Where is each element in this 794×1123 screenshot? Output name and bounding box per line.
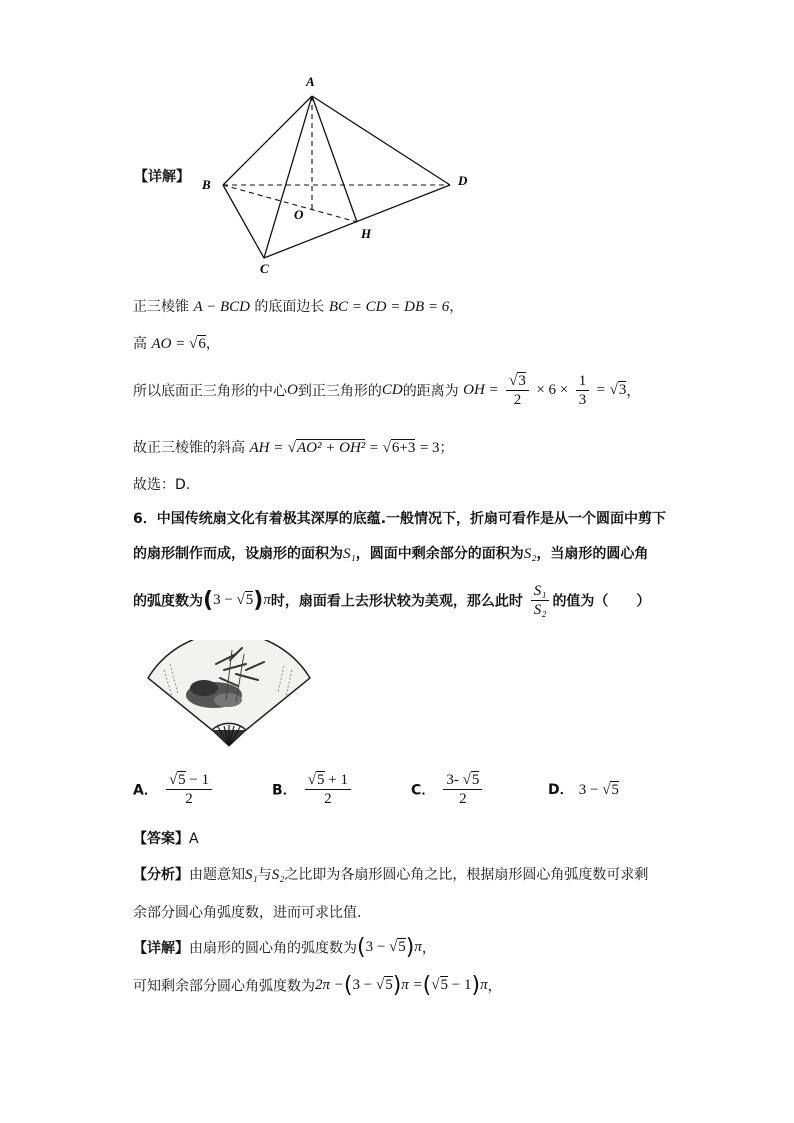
edge-BH-hidden (223, 185, 357, 222)
detail-line-1: 【详解】由扇形的圆心角的弧度数为(3 − √5)π， (133, 935, 436, 960)
option-D[interactable]: D． 3 − √5 (548, 782, 619, 798)
line-OH-distance: 所以底面正三角形的中心O到正三角形的CD的距离为 OH = $\frac{√3}{2}$ × 6 × $\frac{1}{3}$ = √3， (133, 373, 641, 408)
edge-AH (312, 96, 357, 222)
pyramid-figure (190, 70, 490, 285)
question-6-line-3: 的弧度数为(3 − √5)π时，扇面看上去形状较为美观，那么此时 $\frac{\text{S₁}}{\text{S₂}}$ 的值为（ ） (133, 583, 651, 618)
label-O: O (294, 207, 304, 222)
answer-line: 【答案】A (133, 831, 199, 847)
choice-statement: 故选：D. (133, 477, 191, 493)
analysis-line-2: 余部分圆心角弧度数，进而可求比值. (133, 905, 362, 921)
label-C: C (260, 261, 269, 276)
edge-AD (312, 96, 450, 185)
question-6-line-1: 6．中国传统扇文化有着极其深厚的底蕴.一般情况下，折扇可看作是从一个圆面中剪下 (133, 511, 667, 527)
analysis-line-1: 【分析】由题意知S₁与S₂之比即为各扇形圆心角之比，根据扇形圆心角弧度数可求剩 (133, 867, 649, 883)
folding-fan-image (146, 640, 312, 748)
line-slant-height: 故正三棱锥的斜高 AH = √AO² + OH² = √6+3 = 3； (133, 440, 454, 456)
fraction-1-over-3: $\frac{1}{3}$ (576, 372, 590, 409)
detail-line-2: 可知剩余部分圆心角弧度数为2π −(3 − √5)π =(√5 − 1)π， (133, 973, 502, 998)
label-H: H (361, 226, 372, 241)
label-B: B (202, 177, 211, 192)
question-6-line-2: 的扇形制作而成，设扇形的面积为S₁，圆面中剩余部分的面积为S₂，当扇形的圆心角 (133, 546, 649, 562)
detail-label: 【详解】 (134, 169, 190, 185)
label-A: A (306, 74, 315, 89)
option-A[interactable]: A． $\frac{√5 - 1}{2}$ (133, 771, 215, 808)
option-B[interactable]: B． $\frac{√5 + 1}{2}$ (272, 771, 354, 808)
fraction-S1-over-S2: $\frac{\text{S₁}}{\text{S₂}}$ (531, 582, 550, 619)
line-pyramid-base: 正三棱锥 A − BCD 的底面边长 BC = CD = DB = 6， (133, 299, 464, 315)
edge-BC (223, 185, 264, 258)
option-C[interactable]: C． $\frac{3- √5}{2}$ (411, 771, 485, 808)
line-height: 高 AO = √6， (133, 336, 220, 352)
fraction-sqrt3-over-2: $\frac{√3}{2}$ (506, 372, 529, 409)
label-D: D (458, 173, 468, 188)
